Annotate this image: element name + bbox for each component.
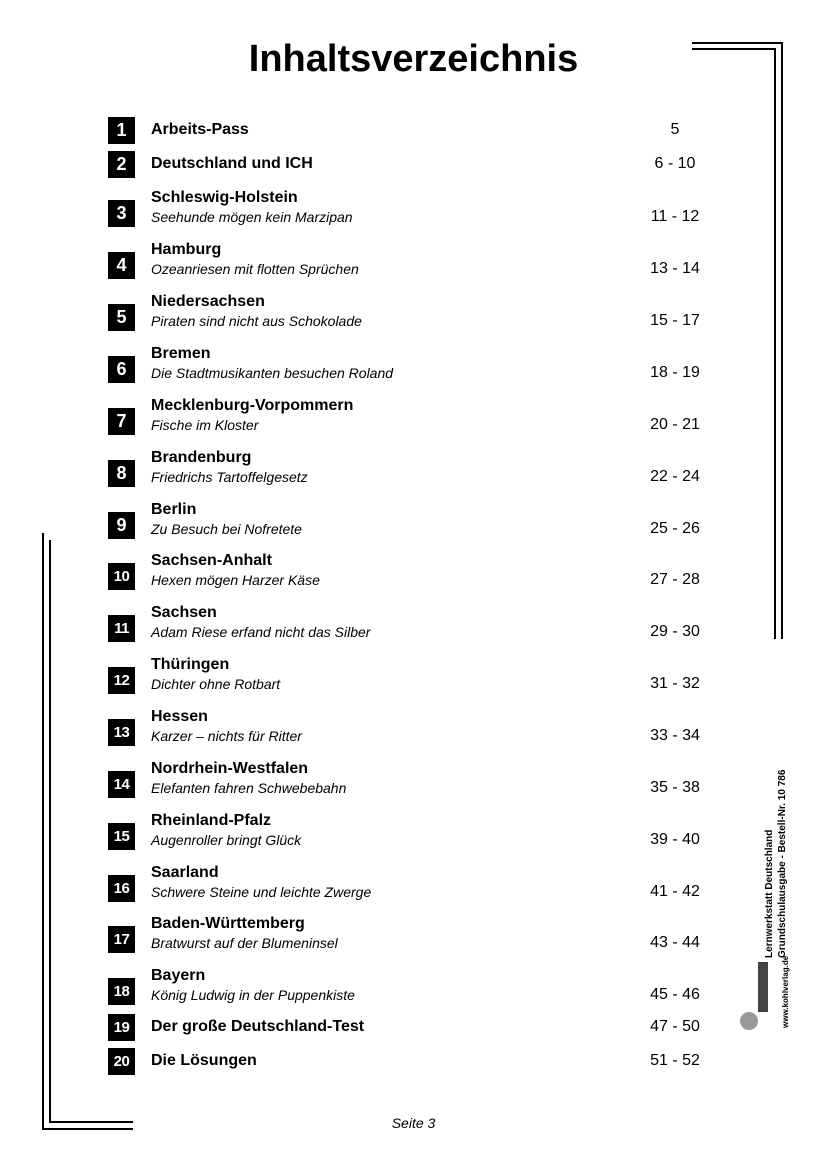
chapter-title: Sachsen-Anhalt xyxy=(151,552,272,569)
chapter-subtitle: Bratwurst auf der Blumeninsel xyxy=(151,935,338,951)
chapter-pages: 25 - 26 xyxy=(650,520,700,537)
chapter-pages: 20 - 21 xyxy=(650,416,700,433)
chapter-pages: 31 - 32 xyxy=(650,675,700,692)
chapter-pages: 15 - 17 xyxy=(650,312,700,329)
chapter-title: Deutschland und ICH xyxy=(151,155,313,172)
chapter-number: 11 xyxy=(108,615,135,642)
chapter-number: 9 xyxy=(108,512,135,539)
chapter-title: Bayern xyxy=(151,967,206,984)
chapter-number: 12 xyxy=(108,667,135,694)
chapter-title: Niedersachsen xyxy=(151,293,265,310)
chapter-title: Schleswig-Holstein xyxy=(151,189,298,206)
publisher-logo xyxy=(740,962,768,1030)
chapter-subtitle: Friedrichs Tartoffelgesetz xyxy=(151,469,308,485)
chapter-pages: 39 - 40 xyxy=(650,831,700,848)
chapter-title: Saarland xyxy=(151,864,219,881)
chapter-number: 10 xyxy=(108,563,135,590)
frame-left-outer-v xyxy=(42,533,44,1130)
chapter-pages: 29 - 30 xyxy=(650,623,700,640)
chapter-title: Berlin xyxy=(151,501,197,518)
chapter-pages: 6 - 10 xyxy=(654,155,696,172)
chapter-subtitle: Ozeanriesen mit flotten Sprüchen xyxy=(151,261,359,277)
chapter-subtitle: Elefanten fahren Schwebebahn xyxy=(151,780,347,796)
chapter-number: 1 xyxy=(108,117,135,144)
chapter-number: 8 xyxy=(108,460,135,487)
chapter-title: Sachsen xyxy=(151,604,217,621)
chapter-number: 17 xyxy=(108,926,135,953)
frame-right-outer-v xyxy=(781,42,783,639)
chapter-pages: 5 xyxy=(670,121,680,138)
chapter-subtitle: König Ludwig in der Puppenkiste xyxy=(151,987,355,1003)
chapter-title: Die Lösungen xyxy=(151,1052,257,1069)
sidebar-line-2: Grundschulausgabe - Bestell-Nr. 10 786 xyxy=(777,769,788,958)
chapter-number: 13 xyxy=(108,719,135,746)
chapter-subtitle: Karzer – nichts für Ritter xyxy=(151,728,302,744)
chapter-subtitle: Schwere Steine und leichte Zwerge xyxy=(151,884,372,900)
chapter-number: 4 xyxy=(108,252,135,279)
tree-icon xyxy=(740,1012,758,1030)
chapter-pages: 33 - 34 xyxy=(650,727,700,744)
chapter-title: Bremen xyxy=(151,345,211,362)
chapter-number: 16 xyxy=(108,875,135,902)
chapter-number: 20 xyxy=(108,1048,135,1075)
sidebar-line-1: Lernwerkstatt Deutschland xyxy=(764,829,775,958)
chapter-number: 14 xyxy=(108,771,135,798)
chapter-pages: 35 - 38 xyxy=(650,779,700,796)
chapter-number: 3 xyxy=(108,200,135,227)
chapter-title: Mecklenburg-Vorpommern xyxy=(151,397,354,414)
chapter-title: Der große Deutschland-Test xyxy=(151,1018,365,1035)
chapter-pages: 47 - 50 xyxy=(650,1018,700,1035)
chapter-pages: 11 - 12 xyxy=(650,208,700,225)
chapter-number: 19 xyxy=(108,1014,135,1041)
chapter-number: 18 xyxy=(108,978,135,1005)
chapter-pages: 43 - 44 xyxy=(650,934,700,951)
frame-left-inner-v xyxy=(49,540,51,1123)
chapter-pages: 18 - 19 xyxy=(650,364,700,381)
chapter-pages: 45 - 46 xyxy=(650,986,700,1003)
chapter-subtitle: Fische im Kloster xyxy=(151,417,259,433)
chapter-title: Brandenburg xyxy=(151,449,252,466)
chapter-title: Hamburg xyxy=(151,241,222,258)
chapter-subtitle: Seehunde mögen kein Marzipan xyxy=(151,209,353,225)
chapter-number: 6 xyxy=(108,356,135,383)
frame-top-right-inner-h xyxy=(692,48,776,50)
chapter-subtitle: Hexen mögen Harzer Käse xyxy=(151,572,320,588)
chapter-pages: 22 - 24 xyxy=(650,468,700,485)
chapter-title: Nordrhein-Westfalen xyxy=(151,760,309,777)
chapter-pages: 51 - 52 xyxy=(650,1052,700,1069)
chapter-pages: 13 - 14 xyxy=(650,260,700,277)
chapter-subtitle: Die Stadtmusikanten besuchen Roland xyxy=(151,365,394,381)
page-number: Seite 3 xyxy=(391,1115,436,1131)
chapter-number: 7 xyxy=(108,408,135,435)
chapter-subtitle: Augenroller bringt Glück xyxy=(151,832,302,848)
chapter-subtitle: Dichter ohne Rotbart xyxy=(151,676,281,692)
chapter-title: Baden-Württemberg xyxy=(151,915,305,932)
page-title: Inhaltsverzeichnis xyxy=(248,38,579,80)
chapter-number: 2 xyxy=(108,151,135,178)
frame-right-inner-v xyxy=(774,48,776,639)
chapter-title: Thüringen xyxy=(151,656,230,673)
chapter-number: 15 xyxy=(108,823,135,850)
chapter-title: Rheinland-Pfalz xyxy=(151,812,272,829)
chapter-subtitle: Adam Riese erfand nicht das Silber xyxy=(151,624,371,640)
chapter-number: 5 xyxy=(108,304,135,331)
chapter-pages: 27 - 28 xyxy=(650,571,700,588)
chapter-pages: 41 - 42 xyxy=(650,883,700,900)
logo-mark-icon xyxy=(758,962,768,1012)
chapter-title: Arbeits-Pass xyxy=(151,121,249,138)
chapter-title: Hessen xyxy=(151,708,208,725)
frame-top-right-outer-h xyxy=(692,42,783,44)
chapter-subtitle: Piraten sind nicht aus Schokolade xyxy=(151,313,362,329)
chapter-subtitle: Zu Besuch bei Nofretete xyxy=(151,521,302,537)
publisher-url: www.kohlverlag.de xyxy=(781,955,790,1028)
